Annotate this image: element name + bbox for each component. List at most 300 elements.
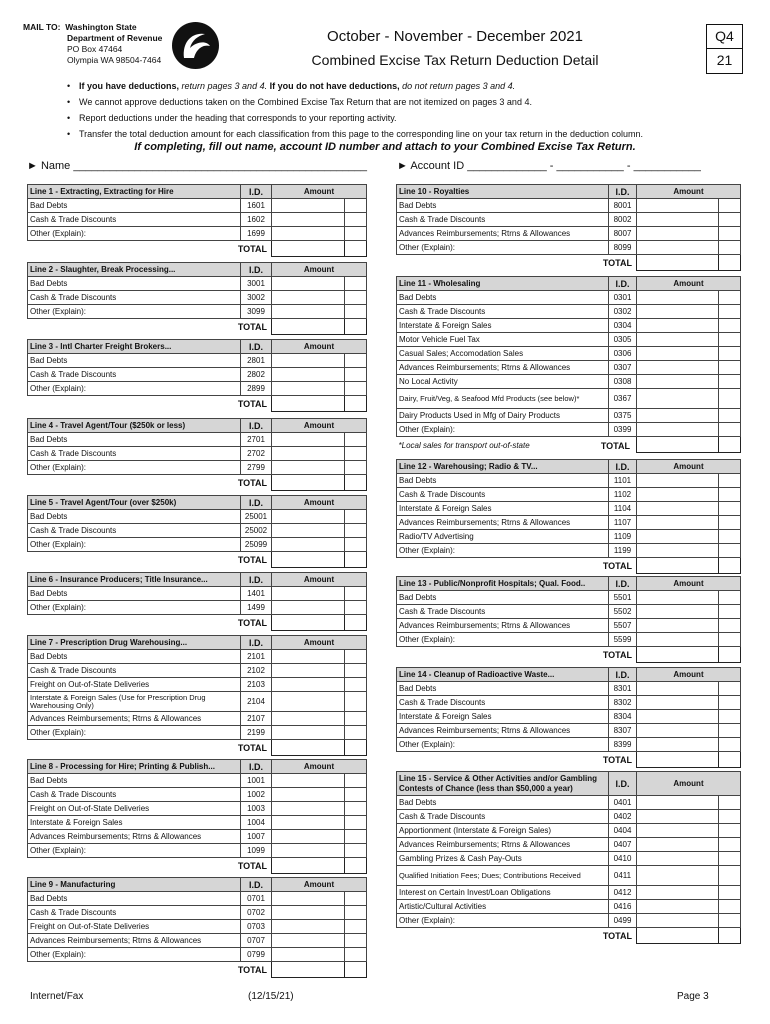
total-cents-input[interactable] [345,858,367,874]
total-input[interactable] [272,615,345,631]
cents-input[interactable] [719,423,741,437]
total-cents-input[interactable] [345,615,367,631]
amount-input[interactable] [637,591,719,605]
amount-input[interactable] [637,866,719,886]
total-cents-input[interactable] [345,740,367,756]
amount-input[interactable] [637,333,719,347]
table-row [397,738,741,752]
amount-input[interactable] [637,423,719,437]
row-label: Interstate & Foreign Sales (Use for Prescription Drug Warehousing Only) [28,692,241,712]
total-label: TOTAL [602,257,632,268]
cents-input[interactable] [719,810,741,824]
cents-input[interactable] [345,934,367,948]
row-label: Freight on Out-of-State Deliveries [28,678,241,692]
cents-input[interactable] [719,389,741,409]
amount-input[interactable] [272,433,345,447]
row-label: Bad Debts [28,510,241,524]
bullet: • If you have deductions, return pages 3 and 4. If you do not have deductions, do not return pages 3 and 4. [65,78,643,94]
amount-header: Amount [637,185,741,199]
amount-input[interactable] [637,347,719,361]
amount-input[interactable] [637,502,719,516]
cents-input[interactable] [345,277,367,291]
total-input[interactable] [272,552,345,568]
amount-input[interactable] [272,816,345,830]
row-label: Cash & Trade Discounts [397,213,609,227]
row-label: Other (Explain): [397,544,609,558]
row-id: 1104 [609,502,637,516]
row-label: Bad Debts [28,650,241,664]
row-id: 0306 [609,347,637,361]
amount-header: Amount [637,772,741,796]
account-id-field[interactable]: ► Account ID _____________ - ___________ - ___________ [397,160,701,172]
cents-input[interactable] [345,601,367,615]
amount-input[interactable] [637,305,719,319]
table-row [397,213,741,227]
id-header: I.D. [241,760,272,774]
row-id: 0416 [609,900,637,914]
cents-input[interactable] [345,447,367,461]
cents-input[interactable] [719,710,741,724]
amount-input[interactable] [272,461,345,475]
amount-input[interactable] [637,710,719,724]
cents-input[interactable] [719,824,741,838]
amount-input[interactable] [637,682,719,696]
total-label: TOTAL [602,649,632,660]
table-row [28,844,367,858]
right-line-table [396,184,741,271]
bullet: • Report deductions under the heading that corresponds to your reporting activity. [65,110,643,126]
cents-input[interactable] [719,900,741,914]
cents-input[interactable] [345,227,367,241]
line-title: Line 14 - Cleanup of Radioactive Waste... [397,668,609,682]
amount-input[interactable] [272,788,345,802]
total-cents-input[interactable] [719,558,741,574]
total-cents-input[interactable] [719,647,741,663]
amount-input[interactable] [272,587,345,601]
row-id: 2101 [241,650,272,664]
amount-header: Amount [272,636,367,650]
row-id: 1003 [241,802,272,816]
cents-input[interactable] [719,502,741,516]
cents-input[interactable] [345,354,367,368]
cents-input[interactable] [345,382,367,396]
row-label: Other (Explain): [28,305,241,319]
amount-input[interactable] [272,948,345,962]
amount-input[interactable] [272,692,345,712]
id-header: I.D. [609,185,637,199]
table-row [28,199,367,213]
amount-input[interactable] [272,199,345,213]
cents-input[interactable] [719,474,741,488]
id-header: I.D. [609,277,637,291]
cents-input[interactable] [719,333,741,347]
amount-header: Amount [272,878,367,892]
total-cents-input[interactable] [345,962,367,978]
row-label: Bad Debts [397,796,609,810]
amount-input[interactable] [637,738,719,752]
cents-input[interactable] [719,319,741,333]
cents-input[interactable] [345,433,367,447]
amount-input[interactable] [272,601,345,615]
row-label: Bad Debts [28,433,241,447]
table-row [28,692,367,712]
amount-input[interactable] [637,361,719,375]
line-title: Line 12 - Warehousing; Radio & TV... [397,460,609,474]
cents-input[interactable] [719,796,741,810]
amount-input[interactable] [272,538,345,552]
row-id: 0307 [609,361,637,375]
cents-input[interactable] [719,838,741,852]
table-row [397,605,741,619]
total-input[interactable] [637,437,719,453]
total-cents-input[interactable] [719,255,741,271]
left-line-table [27,495,367,568]
row-id: 0410 [609,852,637,866]
row-id: 0411 [609,866,637,886]
row-id: 0402 [609,810,637,824]
row-label: Bad Debts [28,277,241,291]
row-id: 8002 [609,213,637,227]
row-label: Other (Explain): [397,241,609,255]
cents-input[interactable] [719,619,741,633]
cents-input[interactable] [719,361,741,375]
total-label: TOTAL [237,321,267,332]
row-id: 0302 [609,305,637,319]
table-row [397,530,741,544]
cents-input[interactable] [719,696,741,710]
amount-input[interactable] [272,524,345,538]
cents-input[interactable] [719,914,741,928]
row-id: 0499 [609,914,637,928]
amount-input[interactable] [272,305,345,319]
table-row [28,587,367,601]
row-label: Bad Debts [28,892,241,906]
cents-input[interactable] [345,844,367,858]
table-row [397,886,741,900]
amount-header: Amount [637,668,741,682]
table-row [397,333,741,347]
row-label: Cash & Trade Discounts [28,447,241,461]
amount-input[interactable] [272,934,345,948]
cents-input[interactable] [345,461,367,475]
cents-input[interactable] [719,488,741,502]
amount-input[interactable] [637,796,719,810]
total-cents-input[interactable] [719,752,741,768]
row-id: 1099 [241,844,272,858]
amount-input[interactable] [272,291,345,305]
amount-input[interactable] [637,199,719,213]
amount-input[interactable] [272,844,345,858]
total-cents-input[interactable] [345,552,367,568]
table-row [28,920,367,934]
cents-input[interactable] [719,544,741,558]
cents-input[interactable] [345,291,367,305]
amount-header: Amount [272,185,367,199]
table-row [28,726,367,740]
table-row [397,516,741,530]
amount-input[interactable] [272,920,345,934]
id-header: I.D. [609,668,637,682]
cents-input[interactable] [345,892,367,906]
cents-input[interactable] [345,830,367,844]
total-cents-input[interactable] [345,319,367,335]
amount-input[interactable] [272,892,345,906]
row-id: 5501 [609,591,637,605]
row-id: 0301 [609,291,637,305]
cents-input[interactable] [345,199,367,213]
amount-input[interactable] [637,544,719,558]
amount-input[interactable] [272,510,345,524]
row-label: Advances Reimbursements; Rtrns & Allowances [28,712,241,726]
amount-input[interactable] [637,241,719,255]
amount-input[interactable] [272,382,345,396]
cents-input[interactable] [719,241,741,255]
amount-input[interactable] [637,213,719,227]
table-row [28,712,367,726]
cents-input[interactable] [719,213,741,227]
amount-input[interactable] [272,447,345,461]
amount-input[interactable] [637,375,719,389]
total-input[interactable] [272,475,345,491]
row-label: Advances Reimbursements; Rtrns & Allowances [28,830,241,844]
amount-input[interactable] [637,409,719,423]
cents-input[interactable] [719,886,741,900]
amount-input[interactable] [272,678,345,692]
left-line-table [27,759,367,874]
cents-input[interactable] [345,692,367,712]
amount-header: Amount [272,760,367,774]
table-row [28,354,367,368]
row-label: Interstate & Foreign Sales [397,319,609,333]
table-row [397,544,741,558]
amount-input[interactable] [272,802,345,816]
amount-input[interactable] [637,633,719,647]
line-title: Line 13 - Public/Nonprofit Hospitals; Qual. Food.. [397,577,609,591]
amount-input[interactable] [637,696,719,710]
table-row [28,447,367,461]
cents-input[interactable] [345,305,367,319]
amount-input[interactable] [637,474,719,488]
total-cents-input[interactable] [345,396,367,412]
total-cents-input[interactable] [719,437,741,453]
table-row [28,277,367,291]
amount-input[interactable] [272,650,345,664]
id-header: I.D. [241,636,272,650]
amount-input[interactable] [637,319,719,333]
table-row [397,710,741,724]
line-title: Line 2 - Slaughter, Break Processing... [28,263,241,277]
table-row [397,838,741,852]
row-label: Other (Explain): [397,423,609,437]
row-id: 0702 [241,906,272,920]
table-row [28,664,367,678]
cents-input[interactable] [345,726,367,740]
cents-input[interactable] [719,305,741,319]
amount-input[interactable] [272,354,345,368]
amount-input[interactable] [637,838,719,852]
row-id: 5507 [609,619,637,633]
row-label: Cash & Trade Discounts [397,305,609,319]
amount-input[interactable] [637,724,719,738]
cents-input[interactable] [345,948,367,962]
cents-input[interactable] [719,516,741,530]
row-id: 0367 [609,389,637,409]
cents-input[interactable] [719,633,741,647]
total-input[interactable] [272,241,345,257]
cents-input[interactable] [345,774,367,788]
table-row [397,488,741,502]
cents-input[interactable] [719,605,741,619]
cents-input[interactable] [719,738,741,752]
cents-input[interactable] [345,664,367,678]
amount-input[interactable] [637,530,719,544]
table-row [397,423,741,437]
row-id: 2799 [241,461,272,475]
row-label: Freight on Out-of-State Deliveries [28,920,241,934]
id-header: I.D. [241,419,272,433]
amount-input[interactable] [637,900,719,914]
cents-input[interactable] [719,530,741,544]
cents-input[interactable] [719,866,741,886]
row-id: 8304 [609,710,637,724]
amount-input[interactable] [272,213,345,227]
total-input[interactable] [272,858,345,874]
cents-input[interactable] [719,591,741,605]
amount-input[interactable] [272,906,345,920]
total-input[interactable] [272,740,345,756]
row-id: 1101 [609,474,637,488]
cents-input[interactable] [345,650,367,664]
cents-input[interactable] [719,347,741,361]
amount-input[interactable] [637,389,719,409]
row-label: Cash & Trade Discounts [28,664,241,678]
id-header: I.D. [609,577,637,591]
cents-input[interactable] [719,227,741,241]
amount-input[interactable] [637,488,719,502]
cents-input[interactable] [719,852,741,866]
table-row [28,213,367,227]
row-id: 0308 [609,375,637,389]
table-row [397,291,741,305]
row-label: Other (Explain): [28,382,241,396]
row-label: Bad Debts [28,354,241,368]
cents-input[interactable] [345,587,367,601]
cents-input[interactable] [719,375,741,389]
row-label: Cash & Trade Discounts [397,810,609,824]
cents-input[interactable] [345,510,367,524]
table-row [28,934,367,948]
amount-input[interactable] [272,712,345,726]
total-input[interactable] [272,962,345,978]
quarter-box [706,24,743,74]
row-label: Bad Debts [397,199,609,213]
cents-input[interactable] [345,712,367,726]
total-input[interactable] [637,752,719,768]
right-line-table [396,459,741,574]
table-row [397,241,741,255]
cents-input[interactable] [345,802,367,816]
amount-header: Amount [272,340,367,354]
cents-input[interactable] [719,682,741,696]
row-label: Apportionment (Interstate & Foreign Sales) [397,824,609,838]
amount-input[interactable] [272,774,345,788]
cents-input[interactable] [719,291,741,305]
amount-input[interactable] [272,368,345,382]
total-input[interactable] [272,396,345,412]
cents-input[interactable] [345,213,367,227]
total-cents-input[interactable] [345,241,367,257]
cents-input[interactable] [345,816,367,830]
cents-input[interactable] [345,906,367,920]
total-cents-input[interactable] [719,928,741,944]
cents-input[interactable] [345,678,367,692]
amount-header: Amount [637,460,741,474]
amount-input[interactable] [637,914,719,928]
row-label: Interstate & Foreign Sales [397,710,609,724]
table-row [397,474,741,488]
id-header: I.D. [241,573,272,587]
total-input[interactable] [637,928,719,944]
row-label: Other (Explain): [28,601,241,615]
amount-input[interactable] [637,619,719,633]
table-row [28,382,367,396]
amount-header: Amount [272,419,367,433]
amount-input[interactable] [272,664,345,678]
amount-input[interactable] [637,824,719,838]
cents-input[interactable] [345,524,367,538]
id-header: I.D. [241,185,272,199]
cents-input[interactable] [719,199,741,213]
id-header: I.D. [609,772,637,796]
cents-input[interactable] [345,368,367,382]
total-input[interactable] [272,319,345,335]
name-field[interactable]: ► Name ________________________________________________ [27,160,367,172]
cents-input[interactable] [345,788,367,802]
row-id: 1601 [241,199,272,213]
table-row [28,601,367,615]
cents-input[interactable] [719,724,741,738]
cents-input[interactable] [345,538,367,552]
amount-input[interactable] [272,277,345,291]
cents-input[interactable] [719,409,741,423]
row-label: Other (Explain): [28,461,241,475]
line-title: Line 10 - Royalties [397,185,609,199]
amount-input[interactable] [272,830,345,844]
total-input[interactable] [637,255,719,271]
cents-input[interactable] [345,920,367,934]
total-input[interactable] [637,647,719,663]
table-row [397,409,741,423]
table-row [397,866,741,886]
row-label: Freight on Out-of-State Deliveries [28,802,241,816]
row-label: Bad Debts [397,682,609,696]
amount-input[interactable] [637,852,719,866]
period-title: October - November - December 2021 [327,28,583,45]
amount-input[interactable] [637,605,719,619]
amount-input[interactable] [637,291,719,305]
row-id: 3001 [241,277,272,291]
amount-input[interactable] [637,886,719,900]
amount-input[interactable] [637,810,719,824]
amount-input[interactable] [272,227,345,241]
total-input[interactable] [637,558,719,574]
amount-input[interactable] [637,516,719,530]
row-label: Bad Debts [397,291,609,305]
amount-input[interactable] [272,726,345,740]
row-id: 8007 [609,227,637,241]
amount-input[interactable] [637,227,719,241]
total-cents-input[interactable] [345,475,367,491]
